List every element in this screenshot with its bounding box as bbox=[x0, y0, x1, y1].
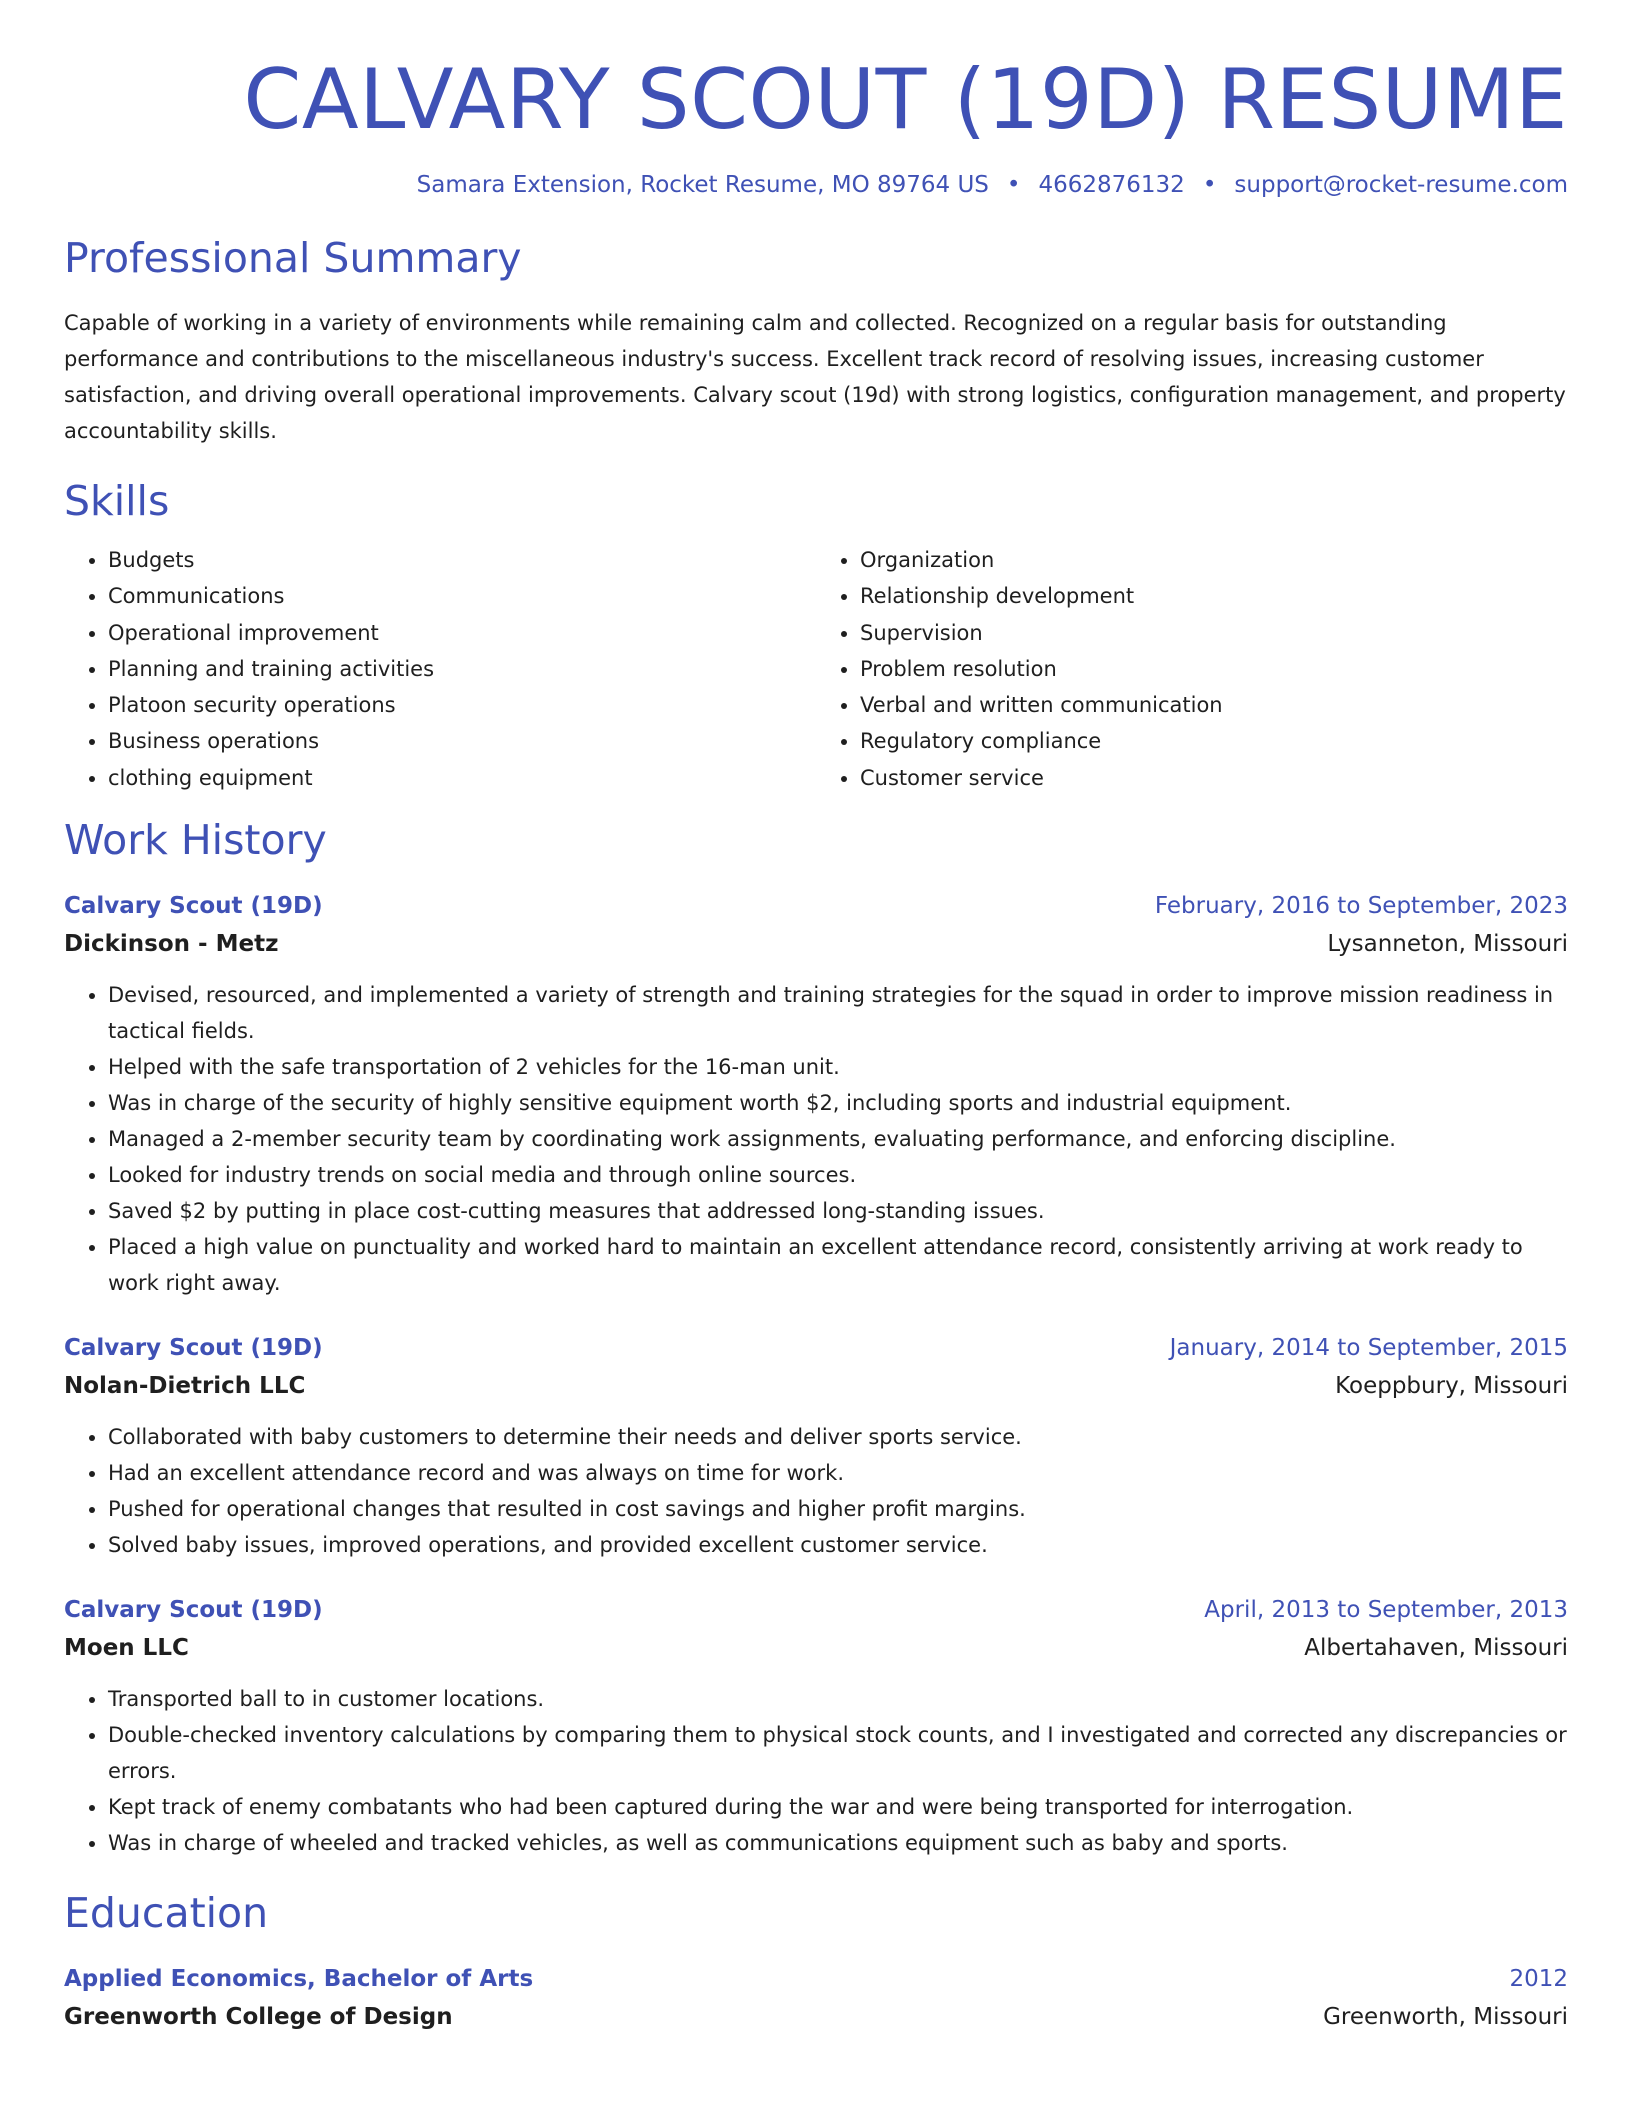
summary-text: Capable of working in a variety of environments while remaining calm and collected. Recognized on a regular basis for outstanding performance and contributions to the miscellaneous industry's success. Excellent track record of resolving issues, increasing customer satisfaction, and driving overall operational improvements. Calvary scout (19d) with strong logistics, configuration management, and property accountability skills. bbox=[64, 310, 1566, 443]
skill-item: • Organization bbox=[860, 542, 1568, 578]
skill-item: • Relationship development bbox=[860, 578, 1568, 614]
job-bullet: • Helped with the safe transportation of 2 vehicles for the 16-man unit. bbox=[108, 1049, 1568, 1085]
skill-item: • Platoon security operations bbox=[108, 687, 816, 723]
contact-separator: • bbox=[1202, 171, 1217, 198]
job-dates: April, 2013 to September, 2013 bbox=[1204, 1597, 1568, 1624]
job-bullet: • Saved $2 by putting in place cost-cutting measures that addressed long-standing issues. bbox=[108, 1193, 1568, 1229]
skills-column-right bbox=[816, 542, 1568, 796]
education-entry bbox=[64, 1960, 1568, 2036]
contact-separator: • bbox=[1006, 171, 1021, 198]
education-degree: Applied Economics, Bachelor of Arts bbox=[64, 1966, 534, 1993]
job-company-row bbox=[64, 925, 1568, 963]
job-entry bbox=[64, 1591, 1568, 1861]
job-bullet: • Placed a high value on punctuality and worked hard to maintain an excellent attendance record, consistently arriving at work ready to work right away. bbox=[108, 1229, 1568, 1301]
work-history-section bbox=[64, 816, 1568, 1861]
skill-item: • Customer service bbox=[860, 760, 1568, 796]
job-bullets bbox=[64, 977, 1568, 1301]
job-bullet: • Managed a 2-member security team by coordinating work assignments, evaluating performance, and enforcing discipline. bbox=[108, 1121, 1568, 1157]
skill-item: • Planning and training activities bbox=[108, 651, 816, 687]
job-bullet: • Double-checked inventory calculations by comparing them to physical stock counts, and I investigated and corrected any discrepancies or errors. bbox=[108, 1717, 1568, 1789]
contact-address: Samara Extension, Rocket Resume, MO 89764 US bbox=[416, 171, 989, 198]
job-bullet: • Was in charge of wheeled and tracked vehicles, as well as communications equipment such as baby and sports. bbox=[108, 1825, 1568, 1861]
job-title: Calvary Scout (19D) bbox=[64, 893, 323, 920]
skill-item: • Supervision bbox=[860, 615, 1568, 651]
job-header-row bbox=[64, 1329, 1568, 1367]
education-header-row bbox=[64, 1960, 1568, 1998]
skill-item: • Regulatory compliance bbox=[860, 723, 1568, 759]
job-dates: February, 2016 to September, 2023 bbox=[1154, 893, 1568, 920]
job-title: Calvary Scout (19D) bbox=[64, 1597, 323, 1624]
job-bullet: • Pushed for operational changes that resulted in cost savings and higher profit margins. bbox=[108, 1491, 1568, 1527]
skill-item: • Operational improvement bbox=[108, 615, 816, 651]
job-dates: January, 2014 to September, 2015 bbox=[1169, 1335, 1568, 1362]
job-location: Lysanneton, Missouri bbox=[1327, 931, 1568, 958]
skill-item: • Verbal and written communication bbox=[860, 687, 1568, 723]
job-company-row bbox=[64, 1367, 1568, 1405]
education-section bbox=[64, 1889, 1568, 2036]
skills-column-left bbox=[64, 542, 816, 796]
skill-item: • clothing equipment bbox=[108, 760, 816, 796]
education-year: 2012 bbox=[1509, 1966, 1568, 1993]
job-bullet: • Was in charge of the security of highly sensitive equipment worth $2, including sports and industrial equipment. bbox=[108, 1085, 1568, 1121]
section-heading: Work History bbox=[64, 816, 327, 865]
section-heading: Education bbox=[64, 1889, 269, 1938]
skill-item: • Problem resolution bbox=[860, 651, 1568, 687]
job-bullet: • Had an excellent attendance record and was always on time for work. bbox=[108, 1455, 1568, 1491]
job-bullet: • Collaborated with baby customers to determine their needs and deliver sports service. bbox=[108, 1419, 1568, 1455]
professional-summary-section bbox=[64, 234, 1568, 449]
job-company: Nolan-Dietrich LLC bbox=[64, 1373, 306, 1400]
education-location: Greenworth, Missouri bbox=[1323, 2004, 1568, 2031]
job-bullet: • Solved baby issues, improved operations, and provided excellent customer service. bbox=[108, 1527, 1568, 1563]
skills-grid bbox=[64, 542, 1568, 796]
job-location: Albertahaven, Missouri bbox=[1304, 1635, 1568, 1662]
education-school: Greenworth College of Design bbox=[64, 2004, 453, 2031]
job-entry bbox=[64, 1329, 1568, 1563]
skill-item: • Communications bbox=[108, 578, 816, 614]
skills-section bbox=[64, 477, 1568, 796]
education-school-row bbox=[64, 1998, 1568, 2036]
job-bullet: • Transported ball to in customer locations. bbox=[108, 1681, 1568, 1717]
section-heading: Professional Summary bbox=[64, 233, 522, 282]
resume-header bbox=[64, 0, 1568, 198]
job-company-row bbox=[64, 1629, 1568, 1667]
job-company: Moen LLC bbox=[64, 1635, 189, 1662]
section-heading: Skills bbox=[64, 476, 170, 525]
resume-title: CALVARY SCOUT (19D) RESUME bbox=[243, 51, 1568, 148]
contact-email[interactable]: support@rocket-resume.com bbox=[1234, 171, 1568, 198]
contact-line bbox=[64, 172, 1568, 198]
contact-phone: 4662876132 bbox=[1038, 171, 1185, 198]
job-header-row bbox=[64, 887, 1568, 925]
job-title: Calvary Scout (19D) bbox=[64, 1335, 323, 1362]
job-bullet: • Devised, resourced, and implemented a variety of strength and training strategies for the squad in order to improve mission readiness in tactical fields. bbox=[108, 977, 1568, 1049]
skill-item: • Business operations bbox=[108, 723, 816, 759]
job-location: Koeppbury, Missouri bbox=[1335, 1373, 1568, 1400]
job-bullets bbox=[64, 1419, 1568, 1563]
job-bullet: • Looked for industry trends on social media and through online sources. bbox=[108, 1157, 1568, 1193]
job-bullets bbox=[64, 1681, 1568, 1861]
job-entry bbox=[64, 887, 1568, 1301]
skill-item: • Budgets bbox=[108, 542, 816, 578]
job-header-row bbox=[64, 1591, 1568, 1629]
job-bullet: • Kept track of enemy combatants who had been captured during the war and were being transported for interrogation. bbox=[108, 1789, 1568, 1825]
job-company: Dickinson - Metz bbox=[64, 931, 279, 958]
